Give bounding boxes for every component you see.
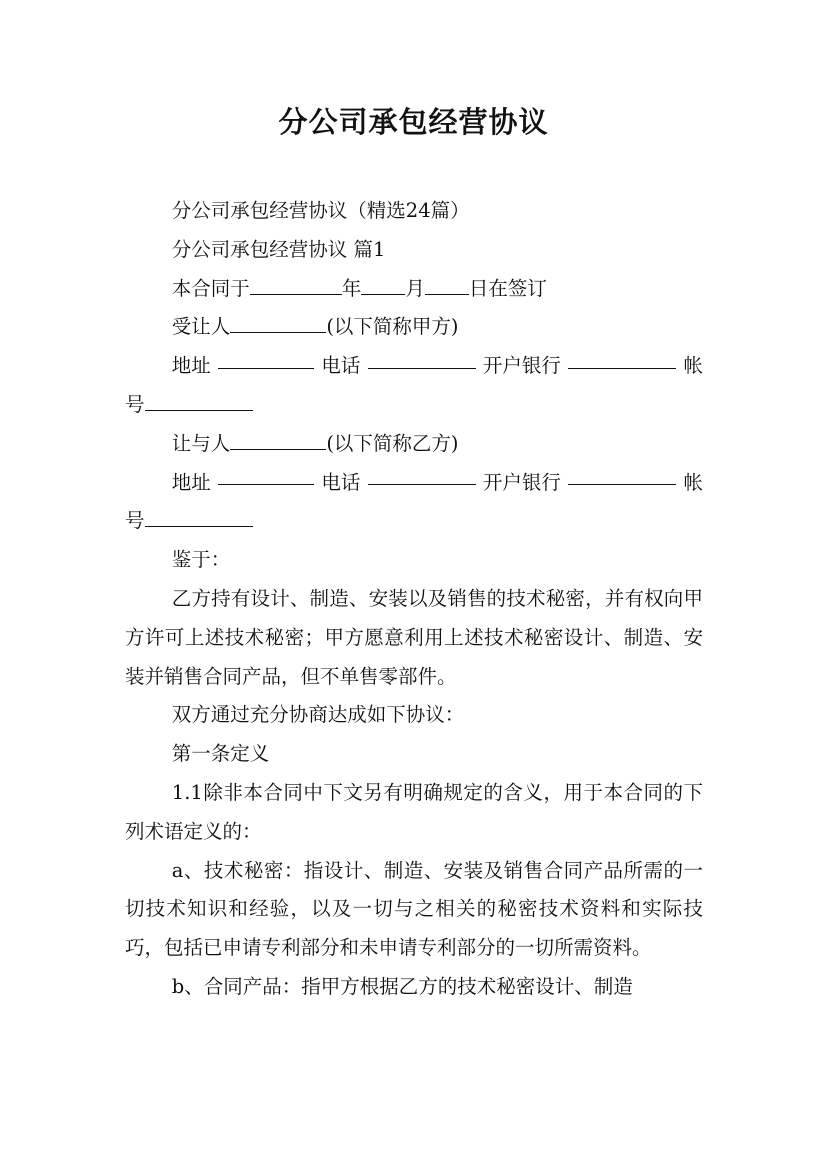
text: 帐 — [683, 470, 703, 494]
text: (以下简称乙方) — [326, 431, 459, 455]
paragraph-section-heading: 分公司承包经营协议 篇1 — [171, 237, 386, 261]
text: 年 — [341, 276, 362, 300]
text: 帐 — [683, 354, 703, 378]
text: 日在签订 — [468, 276, 547, 300]
paragraph-clause-a: a、技术秘密：指设计、制造、安装及销售合同产品所需的一切技术知识和经验，以及一切与之相关的秘密技术资料和实际技巧，包括已申请专利部分和未申请专利部分的一切所需资料。 — [125, 858, 703, 960]
text: 号 — [125, 509, 145, 533]
paragraph-contract-date — [125, 270, 703, 309]
text: 让与人 — [171, 431, 231, 455]
paragraph-whereas: 鉴于： — [171, 548, 231, 572]
text: 开户银行 — [482, 470, 561, 494]
text: (以下简称甲方) — [326, 315, 459, 339]
text: 地址 — [171, 470, 211, 494]
blank-line — [145, 506, 253, 527]
paragraph-background: 乙方持有设计、制造、安装以及销售的技术秘密，并有权向甲方许可上述技术秘密；甲方愿意利用上述技术秘密设计、制造、安装并销售合同产品，但不单售零部件。 — [125, 586, 703, 688]
text: 受让人 — [171, 315, 231, 339]
paragraph-clause-b: b、合同产品：指甲方根据乙方的技术秘密设计、制造 — [171, 974, 633, 998]
blank-line — [230, 312, 326, 333]
text: 月 — [405, 276, 425, 300]
paragraph-transferor — [125, 425, 703, 464]
paragraph-transferor-address — [125, 464, 703, 503]
text: 本合同于 — [171, 276, 250, 300]
text: 开户银行 — [482, 354, 561, 378]
paragraph-transferee-address — [125, 347, 703, 386]
text: 电话 — [321, 470, 361, 494]
paragraph-clause-1-1: 1.1除非本合同中下文另有明确规定的含义，用于本合同的下列术语定义的： — [125, 780, 703, 843]
blank-line — [568, 347, 676, 368]
paragraph-agreement-intro: 双方通过充分协商达成如下协议： — [171, 703, 465, 727]
blank-line — [368, 347, 476, 368]
paragraph-transferee-account — [125, 386, 703, 425]
blank-line — [250, 273, 342, 294]
blank-line — [230, 428, 326, 449]
blank-line — [218, 464, 314, 485]
blank-line — [218, 347, 314, 368]
text: 地址 — [171, 354, 211, 378]
document-title: 分公司承包经营协议 — [278, 105, 549, 139]
blank-line — [425, 273, 469, 294]
blank-line — [568, 464, 676, 485]
blank-line — [361, 273, 405, 294]
paragraph-subtitle: 分公司承包经营协议（精选24篇） — [171, 199, 470, 222]
blank-line — [368, 464, 476, 485]
text: 电话 — [321, 354, 361, 378]
text: 号 — [125, 392, 145, 416]
paragraph-transferee — [125, 308, 703, 347]
blank-line — [145, 390, 253, 411]
paragraph-transferor-account — [125, 502, 703, 541]
paragraph-article-one: 第一条定义 — [171, 742, 270, 766]
document-body — [125, 192, 703, 1007]
